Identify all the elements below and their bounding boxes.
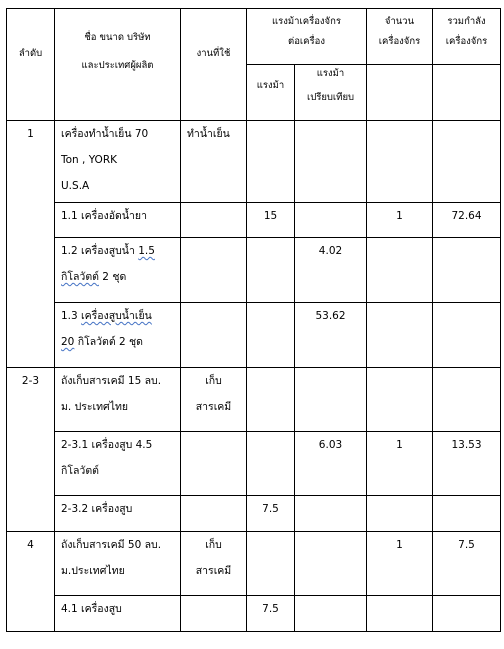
name-cell — [55, 432, 181, 496]
count-cell — [367, 121, 433, 203]
hp-cell: 7.5 — [247, 496, 295, 532]
usage-line: เก็บ — [205, 375, 222, 387]
usage-cell — [181, 432, 247, 496]
total-cell — [433, 496, 501, 532]
name-line: 1.2 เครื่องสูบน้ำ 1.5 — [61, 245, 155, 257]
total-cell — [433, 238, 501, 303]
usage-cell — [181, 368, 247, 432]
hp-cell — [247, 368, 295, 432]
usage-line: สารเคมี — [195, 401, 232, 413]
hp-equiv-cell: 6.03 — [295, 432, 367, 496]
name-line: 2-3.2 เครื่องสูบ — [61, 503, 133, 515]
name-line: 1.3 เครื่องสูบน้ำเย็น — [61, 310, 152, 322]
spell-check-word: 20 — [61, 336, 75, 348]
count-cell — [367, 496, 433, 532]
header-hp: แรงม้า — [247, 65, 295, 121]
usage-cell — [181, 303, 247, 368]
usage-line: ทำน้ำเย็น — [187, 128, 230, 140]
hp-cell — [247, 532, 295, 596]
total-cell: 13.53 — [433, 432, 501, 496]
count-cell — [367, 368, 433, 432]
hp-equiv-cell — [295, 203, 367, 238]
name-line: เครื่องทำน้ำเย็น 70 — [61, 128, 149, 140]
count-cell — [367, 238, 433, 303]
total-cell — [433, 121, 501, 203]
header-count: จำนวน เครื่องจักร — [367, 9, 433, 65]
hp-cell — [247, 238, 295, 303]
usage-line: สารเคมี — [195, 565, 232, 577]
header-seq: ลำดับ — [7, 9, 55, 121]
name-line: 4.1 เครื่องสูบ — [61, 603, 122, 615]
usage-cell — [181, 596, 247, 632]
name-cell — [55, 203, 181, 238]
machinery-table — [6, 8, 501, 632]
spell-check-word: กิโลวัตต์ — [61, 271, 99, 283]
spell-check-word: เครื่องสูบน้ำเย็น — [81, 310, 152, 322]
hp-equiv-cell: 4.02 — [295, 238, 367, 303]
hp-equiv-cell — [295, 368, 367, 432]
header-name: ชื่อ ขนาด บริษัท และประเทศผู้ผลิต — [55, 9, 181, 121]
hp-equiv-cell — [295, 596, 367, 632]
name-cell — [55, 596, 181, 632]
usage-cell — [181, 203, 247, 238]
name-cell — [55, 496, 181, 532]
name-line: 1.1 เครื่องอัดน้ำยา — [61, 210, 147, 222]
seq-cell: 4 — [7, 532, 55, 632]
header-hp-equiv: แรงม้า เปรียบเทียบ — [295, 65, 367, 121]
usage-cell — [181, 121, 247, 203]
count-cell: 1 — [367, 532, 433, 596]
name-line: กิโลวัตต์ — [61, 465, 99, 477]
name-line: 20 กิโลวัตต์ 2 ชุด — [61, 336, 143, 348]
name-line: กิโลวัตต์ 2 ชุด — [61, 271, 127, 283]
usage-cell — [181, 532, 247, 596]
count-cell — [367, 303, 433, 368]
name-line: 2-3.1 เครื่องสูบ 4.5 — [61, 439, 153, 451]
header-count-empty — [367, 65, 433, 121]
total-cell — [433, 303, 501, 368]
name-cell — [55, 368, 181, 432]
usage-line: เก็บ — [205, 539, 222, 551]
usage-cell — [181, 496, 247, 532]
hp-cell: 15 — [247, 203, 295, 238]
name-cell — [55, 238, 181, 303]
usage-cell — [181, 238, 247, 303]
header-usage: งานที่ใช้ — [181, 9, 247, 121]
name-line: ถังเก็บสารเคมี 50 ลบ. — [61, 539, 162, 551]
name-line: ถังเก็บสารเคมี 15 ลบ. — [61, 375, 162, 387]
hp-equiv-cell — [295, 121, 367, 203]
total-cell — [433, 596, 501, 632]
header-total-empty — [433, 65, 501, 121]
name-line: Ton , YORK — [61, 154, 118, 166]
count-cell — [367, 596, 433, 632]
spell-check-word: 1.5 — [138, 245, 155, 257]
hp-cell — [247, 303, 295, 368]
total-cell: 72.64 — [433, 203, 501, 238]
header-total: รวมกำลัง เครื่องจักร — [433, 9, 501, 65]
seq-cell: 1 — [7, 121, 55, 368]
total-cell: 7.5 — [433, 532, 501, 596]
header-hp-per-machine: แรงม้าเครื่องจักร ต่อเครื่อง — [247, 9, 367, 65]
count-cell: 1 — [367, 203, 433, 238]
seq-cell: 2-3 — [7, 368, 55, 532]
hp-equiv-cell — [295, 496, 367, 532]
total-cell — [433, 368, 501, 432]
hp-cell: 7.5 — [247, 596, 295, 632]
hp-cell — [247, 121, 295, 203]
hp-equiv-cell — [295, 532, 367, 596]
name-line: ม.ประเทศไทย — [61, 565, 125, 577]
name-cell — [55, 303, 181, 368]
name-line: ม. ประเทศไทย — [61, 401, 129, 413]
hp-cell — [247, 432, 295, 496]
count-cell: 1 — [367, 432, 433, 496]
name-cell — [55, 532, 181, 596]
hp-equiv-cell: 53.62 — [295, 303, 367, 368]
name-cell — [55, 121, 181, 203]
name-line: U.S.A — [61, 180, 90, 192]
